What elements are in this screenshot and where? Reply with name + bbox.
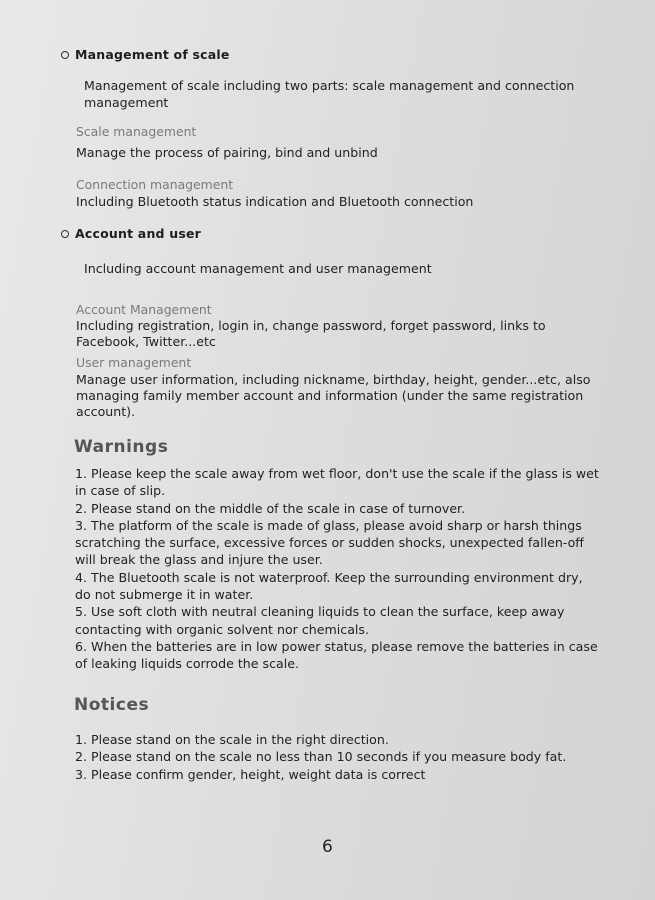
- account-intro: Including account management and user management: [84, 261, 432, 276]
- warning-line: of leaking liquids corrode the scale.: [75, 656, 299, 672]
- user-management-title: User management: [76, 355, 192, 370]
- notice-line: 1. Please stand on the scale in the right direction.: [75, 732, 389, 747]
- scale-management-title: Scale management: [76, 124, 197, 139]
- management-heading: [61, 47, 230, 62]
- warning-line: in case of slip.: [75, 483, 166, 499]
- scale-management-text: Manage the process of pairing, bind and unbind: [76, 145, 378, 160]
- user-management-line2: managing family member account and information (under the same registration: [76, 388, 584, 403]
- notice-line: 2. Please stand on the scale no less than 10 seconds if you measure body fat.: [75, 749, 567, 765]
- connection-management-title: Connection management: [76, 177, 234, 192]
- warning-line: 1. Please keep the scale away from wet floor, don't use the scale if the glass is wet: [75, 466, 599, 481]
- warnings-list: [75, 465, 599, 673]
- warning-line: scratching the surface, excessive forces or sudden shocks, unexpected fallen-off: [75, 535, 584, 551]
- connection-management-text: Including Bluetooth status indication and Bluetooth connection: [76, 194, 474, 209]
- management-heading-text: Management of scale: [75, 47, 230, 62]
- warning-line: 3. The platform of the scale is made of glass, please avoid sharp or harsh things: [75, 517, 582, 533]
- warning-line: 5. Use soft cloth with neutral cleaning liquids to clean the surface, keep away: [75, 604, 565, 620]
- user-management-line1: Manage user information, including nickname, birthday, height, gender...etc, also: [76, 372, 591, 387]
- warning-line: 2. Please stand on the middle of the scale in case of turnover.: [75, 500, 466, 516]
- warning-line: contacting with organic solvent nor chemicals.: [75, 621, 369, 637]
- account-management-title: Account Management: [76, 302, 212, 317]
- account-heading-text: Account and user: [75, 226, 202, 241]
- warning-line: 4. The Bluetooth scale is not waterproof. Keep the surrounding environment dry,: [75, 569, 583, 585]
- account-heading: [61, 226, 201, 241]
- notices-title: Notices: [74, 695, 150, 715]
- user-management-line3: account).: [76, 404, 136, 419]
- warning-line: will break the glass and injure the user.: [75, 552, 323, 568]
- page-number: 6: [322, 837, 333, 857]
- notices-list: [75, 731, 566, 783]
- management-intro-line1: Management of scale including two parts: scale management and connection: [84, 78, 575, 93]
- warning-line: do not submerge it in water.: [75, 587, 254, 603]
- account-management-line2: Facebook, Twitter...etc: [76, 334, 216, 349]
- warning-line: 6. When the batteries are in low power status, please remove the batteries in case: [75, 638, 598, 654]
- management-intro-line2: management: [84, 95, 169, 110]
- warnings-title: Warnings: [74, 437, 169, 457]
- account-management-line1: Including registration, login in, change password, forget password, links to: [76, 318, 546, 333]
- notice-line: 3. Please confirm gender, height, weight data is correct: [75, 766, 426, 782]
- circle-bullet-icon: [61, 51, 69, 59]
- circle-bullet-icon: [61, 230, 69, 238]
